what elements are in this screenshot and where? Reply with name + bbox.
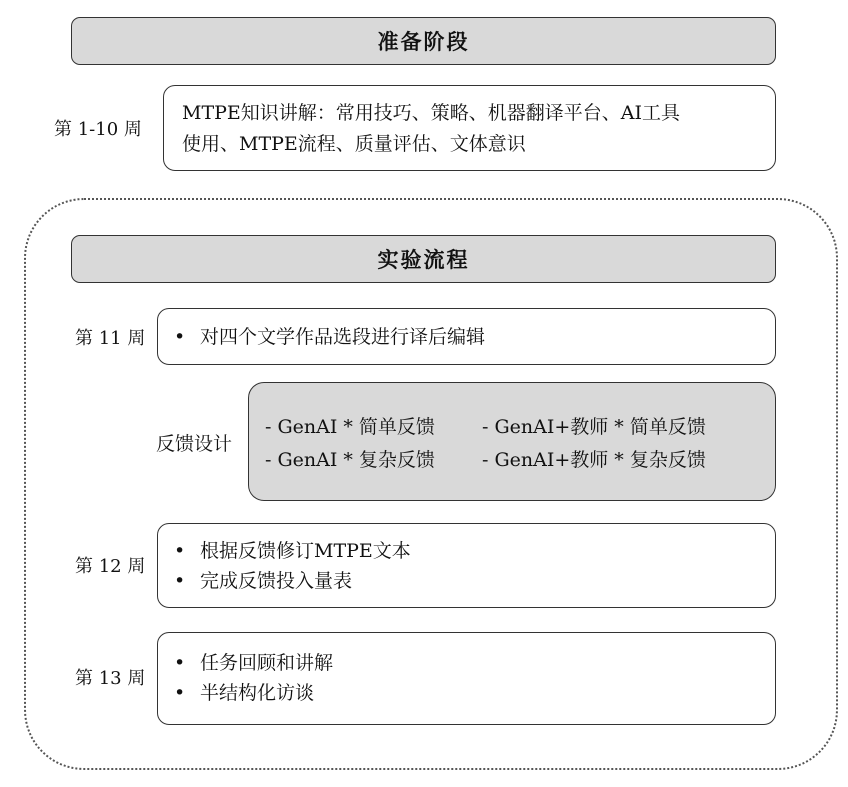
list-item: • 根据反馈修订MTPE文本: [174, 536, 775, 566]
experiment-title: 实验流程: [377, 248, 470, 272]
feedback-item: - GenAI+教师 * 简单反馈: [482, 416, 706, 438]
list-item: • 对四个文学作品选段进行译后编辑: [174, 322, 775, 352]
feedback-items: [265, 412, 775, 476]
bullet-icon: •: [174, 682, 186, 704]
list-item: • 完成反馈投入量表: [174, 566, 775, 596]
bullet-icon: •: [174, 540, 186, 562]
prep-stage-header: [71, 17, 776, 65]
week12-bullets: [174, 536, 775, 596]
week11-label: 第 11 周: [75, 328, 146, 349]
feedback-item: - GenAI * 复杂反馈: [265, 449, 435, 471]
prep-week-label: 第 1-10 周: [54, 119, 142, 140]
bullet-icon: •: [174, 652, 186, 674]
feedback-item: - GenAI * 简单反馈: [265, 416, 435, 438]
week13-label: 第 13 周: [75, 668, 146, 689]
list-item: • 半结构化访谈: [174, 678, 775, 708]
week11-box: [157, 308, 776, 365]
bullet-icon: •: [174, 570, 186, 592]
feedback-label: 反馈设计: [156, 432, 233, 455]
prep-content-line-1: MTPE知识讲解：常用技巧、策略、机器翻译平台、AI工具: [182, 102, 681, 124]
week13-bullets: [174, 648, 775, 708]
prep-content-line-2: 使用、MTPE流程、质量评估、文体意识: [182, 133, 526, 155]
week11-bullets: [174, 322, 775, 352]
experiment-header: [71, 235, 776, 283]
bullet-icon: •: [174, 326, 186, 348]
feedback-item: - GenAI+教师 * 复杂反馈: [482, 449, 706, 471]
prep-stage-title: 准备阶段: [377, 30, 470, 54]
week12-box: [157, 523, 776, 608]
list-item: • 任务回顾和讲解: [174, 648, 775, 678]
week13-box: [157, 632, 776, 725]
prep-content-box: [163, 85, 776, 171]
week12-label: 第 12 周: [75, 556, 146, 577]
feedback-design-box: [248, 382, 776, 501]
